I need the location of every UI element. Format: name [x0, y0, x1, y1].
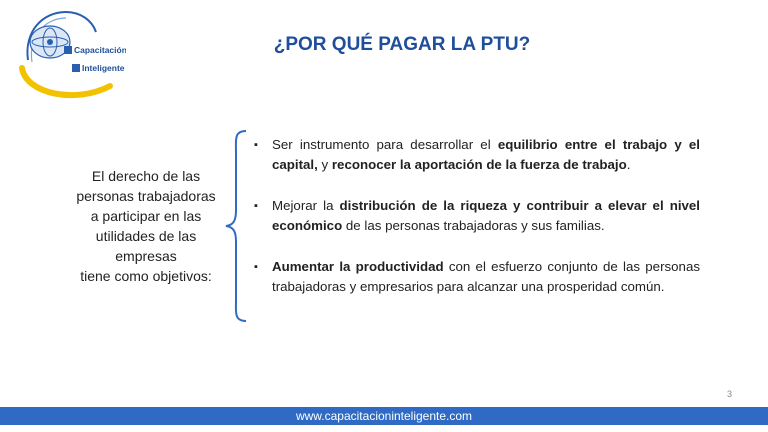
objective-item	[254, 257, 700, 297]
objectives-list	[254, 135, 700, 318]
logo-line2: Inteligente	[82, 63, 125, 73]
objective-item	[254, 135, 700, 175]
objective-text-bold: equilibrio entre el trabajo y el capital,	[272, 137, 700, 172]
left-statement-line: a participar en las	[90, 208, 202, 224]
bullet-icon: ▪	[254, 139, 258, 151]
left-statement	[58, 166, 234, 286]
objective-text	[272, 198, 700, 233]
footer-url-link[interactable]: www.capacitacioninteligente.com	[295, 409, 473, 423]
objective-text-run: Mejorar la	[272, 198, 340, 213]
objective-text	[272, 137, 700, 172]
left-statement-line: empresas	[115, 248, 177, 264]
objective-text-run: .	[626, 157, 631, 172]
bullet-icon: ▪	[254, 261, 258, 273]
slide-title: ¿POR QUÉ PAGAR LA PTU?	[273, 34, 531, 55]
left-statement-line: utilidades de las	[95, 228, 197, 244]
bullet-icon: ▪	[254, 200, 258, 212]
left-statement-line: tiene como objetivos:	[80, 268, 212, 284]
objective-text-run: con el esfuerzo conjunto de las personas trabajadoras y empresarios para alcanzar una prosperidad común.	[272, 259, 700, 294]
objective-text-run: Ser instrumento para desarrollar el	[272, 137, 498, 152]
logo-line1: Capacitación	[74, 45, 126, 55]
objective-item	[254, 196, 700, 236]
objective-text-run: y	[317, 157, 332, 172]
curly-brace	[222, 128, 252, 324]
objective-text-bold: Aumentar la productividad	[272, 259, 444, 274]
left-statement-line: El derecho de las	[91, 168, 201, 184]
objective-text-bold: reconocer la aportación de la fuerza de trabajo	[331, 157, 627, 172]
objective-text	[272, 259, 700, 294]
page-number: 3	[726, 389, 732, 399]
left-statement-line: personas trabajadoras	[76, 188, 216, 204]
objective-text-bold: distribución de la riqueza y contribuir a elevar el nivel económico	[272, 198, 700, 233]
objective-text-run: de las personas trabajadoras y sus familias.	[342, 218, 605, 233]
